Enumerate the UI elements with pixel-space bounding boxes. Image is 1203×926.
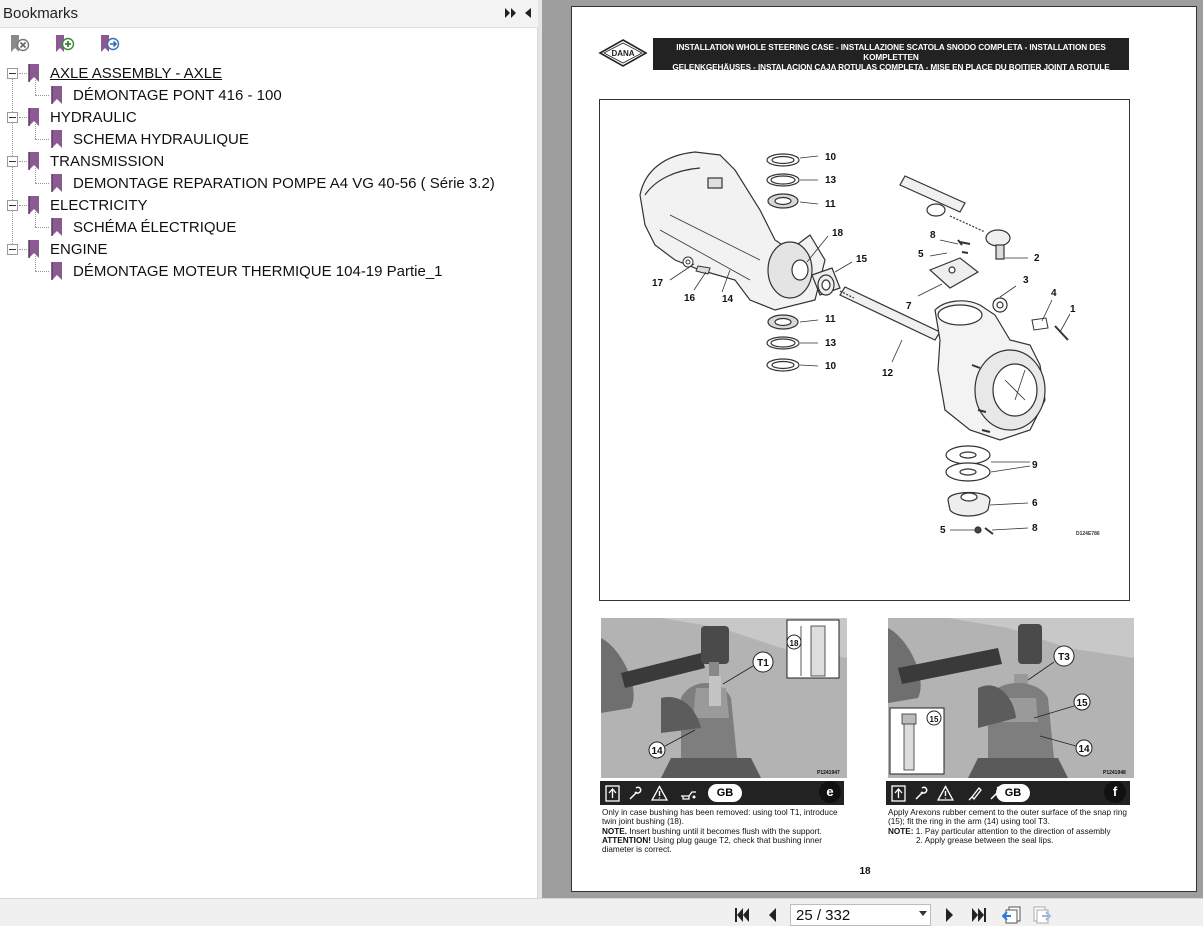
tree-connector bbox=[35, 227, 49, 228]
right-step-note: NOTE: 1. Pay particular attention to the direction of assembly bbox=[888, 826, 1111, 836]
bookmark-label: ENGINE bbox=[50, 241, 108, 258]
left-step-photo bbox=[601, 618, 847, 778]
bookmark-item-1[interactable] bbox=[0, 62, 538, 84]
part-number-label: 10 bbox=[825, 361, 837, 372]
warning-icon bbox=[651, 785, 668, 802]
page-title-banner bbox=[653, 38, 1129, 82]
step-letter-e: e bbox=[819, 781, 841, 803]
bookmark-label: TRANSMISSION bbox=[50, 153, 165, 170]
bookmark-icon bbox=[50, 261, 64, 281]
bookmark-label: HYDRAULIC bbox=[50, 109, 137, 126]
next-page-icon[interactable] bbox=[940, 906, 958, 924]
left-symbol-bar bbox=[600, 781, 844, 805]
last-page-icon[interactable] bbox=[970, 906, 988, 924]
language-pill-gb: GB bbox=[708, 784, 742, 802]
part-number-label: 15 bbox=[856, 254, 868, 265]
right-step-photo bbox=[888, 618, 1134, 778]
left-photo-code: P1241947 bbox=[817, 770, 840, 776]
part-number-label: 13 bbox=[825, 338, 837, 349]
page-number-field[interactable] bbox=[790, 904, 931, 926]
bookmark-label: ELECTRICITY bbox=[50, 197, 148, 214]
part-number-label: 17 bbox=[652, 278, 664, 289]
callout-t1: T1 bbox=[757, 658, 769, 669]
bookmark-item-4[interactable] bbox=[0, 194, 538, 216]
part-number-label: 5 bbox=[918, 249, 924, 260]
previous-page-icon[interactable] bbox=[764, 906, 782, 924]
adhesive-icon bbox=[966, 785, 983, 802]
tree-connector bbox=[19, 73, 27, 74]
bookmark-child-label: SCHEMA HYDRAULIQUE bbox=[73, 131, 249, 148]
bookmark-icon bbox=[50, 129, 64, 149]
bookmark-child-label: DEMONTAGE REPARATION POMPE A4 VG 40-56 ( Série 3.2) bbox=[73, 175, 495, 192]
navigation-bar bbox=[0, 898, 1203, 926]
part-number-label: 16 bbox=[684, 293, 696, 304]
tree-connector bbox=[35, 256, 36, 271]
tree-connector bbox=[19, 117, 27, 118]
step-letter-f: f bbox=[1104, 781, 1126, 803]
bookmark-child-item[interactable] bbox=[0, 84, 538, 106]
tree-connector bbox=[19, 161, 27, 162]
previous-view-icon[interactable] bbox=[1002, 906, 1022, 924]
manual-icon-right bbox=[890, 785, 907, 802]
left-step-note: NOTE. Insert bushing until it becomes flush with the support. bbox=[602, 826, 822, 836]
delete-bookmark-icon[interactable] bbox=[8, 33, 30, 55]
bookmark-icon bbox=[27, 239, 41, 259]
upper-seal-stack-drawing bbox=[767, 154, 799, 208]
collapse-toggle-icon[interactable] bbox=[7, 68, 18, 79]
right-step-text: Apply Arexons rubber cement to the outer surface of the snap ring (15); fit the ring in the arm (14) using tool T3. bbox=[888, 808, 1127, 827]
bookmark-icon bbox=[50, 217, 64, 237]
part-number-label: 8 bbox=[930, 230, 936, 241]
left-step-instructions bbox=[602, 808, 842, 854]
warning-icon-right bbox=[937, 785, 954, 802]
tree-connector bbox=[35, 271, 49, 272]
grease-icon bbox=[680, 785, 697, 802]
part-number-label: 6 bbox=[1032, 498, 1038, 509]
tree-connector bbox=[35, 212, 36, 227]
page-number: 18 bbox=[859, 866, 871, 877]
next-view-icon[interactable] bbox=[1032, 906, 1052, 924]
exploded-diagram-frame bbox=[599, 99, 1130, 601]
callout-15: 15 bbox=[1076, 698, 1088, 709]
bookmark-item-2[interactable] bbox=[0, 106, 538, 128]
right-step-note-2: 2. Apply grease between the seal lips. bbox=[916, 835, 1054, 845]
collapse-toggle-icon[interactable] bbox=[7, 200, 18, 211]
first-page-icon[interactable] bbox=[733, 906, 751, 924]
part-number-label: 1 bbox=[1070, 304, 1076, 315]
collapse-toggle-icon[interactable] bbox=[7, 156, 18, 167]
language-pill-gb-right: GB bbox=[996, 784, 1030, 802]
bookmark-properties-icon[interactable] bbox=[98, 33, 120, 55]
bookmark-icon bbox=[27, 151, 41, 171]
bookmark-child-label: DÉMONTAGE MOTEUR THERMIQUE 104-19 Partie_1 bbox=[73, 263, 443, 280]
part-number-label: 11 bbox=[825, 199, 836, 210]
collapse-toggle-icon[interactable] bbox=[7, 112, 18, 123]
axle-housing-drawing bbox=[640, 152, 825, 310]
bookmark-child-item[interactable] bbox=[0, 216, 538, 238]
part-number-label: 7 bbox=[906, 301, 912, 312]
tree-connector bbox=[35, 80, 36, 95]
part-number-label: 3 bbox=[1023, 275, 1029, 286]
part-number-label: 18 bbox=[832, 228, 844, 239]
title-line-2: GELENKGEHÄUSES - INSTALACION CAJA ROTULAS COMPLETA - MISE EN PLACE DU BOITIER JOINT A ROTULE COMPLET bbox=[672, 63, 1110, 82]
bookmark-child-label: DÉMONTAGE PONT 416 - 100 bbox=[73, 87, 282, 104]
collapse-toggle-icon[interactable] bbox=[7, 244, 18, 255]
expand-panel-icon[interactable] bbox=[504, 6, 518, 20]
tree-connector bbox=[35, 139, 49, 140]
drive-shaft-drawing bbox=[840, 287, 940, 340]
tree-connector bbox=[35, 183, 49, 184]
exploded-steering-case-diagram bbox=[600, 100, 1131, 602]
part-number-label: 8 bbox=[1032, 523, 1038, 534]
bookmark-icon bbox=[27, 195, 41, 215]
part-number-label: 14 bbox=[722, 294, 734, 305]
part-number-label: 2 bbox=[1034, 253, 1040, 264]
lower-seal-stack-drawing bbox=[767, 315, 799, 371]
title-line-1: INSTALLATION WHOLE STEERING CASE - INSTALLAZIONE SCATOLA SNODO COMPLETA - INSTALLATION DES KOMPLETTEN bbox=[676, 43, 1106, 62]
steering-case-drawing bbox=[935, 298, 1045, 440]
tree-connector bbox=[19, 249, 27, 250]
bookmark-child-item[interactable] bbox=[0, 172, 538, 194]
right-symbol-bar bbox=[886, 781, 1130, 805]
add-bookmark-icon[interactable] bbox=[53, 33, 75, 55]
tool-icon-right bbox=[913, 785, 930, 802]
page-number-display: 25 / 332 bbox=[796, 907, 851, 924]
dana-logo bbox=[598, 38, 648, 68]
lower-cap-drawing bbox=[946, 446, 993, 534]
right-photo-callouts bbox=[888, 618, 1134, 778]
collapse-panel-icon[interactable] bbox=[522, 6, 534, 20]
bookmarks-panel bbox=[0, 0, 538, 898]
dana-logo-text: DANA bbox=[611, 49, 635, 58]
bookmarks-title: Bookmarks bbox=[3, 5, 79, 22]
left-step-attention: ATTENTION! Using plug gauge T2, check that bushing inner diameter is correct. bbox=[602, 835, 822, 855]
bookmark-icon bbox=[50, 85, 64, 105]
tree-connector bbox=[19, 205, 27, 206]
bookmark-icon bbox=[27, 107, 41, 127]
right-photo-code: P1241948 bbox=[1103, 770, 1126, 776]
bookmark-item-3[interactable] bbox=[0, 150, 538, 172]
bookmark-child-item[interactable] bbox=[0, 260, 538, 282]
callout-14: 14 bbox=[651, 746, 663, 757]
part-number-label: 10 bbox=[825, 152, 837, 163]
bookmark-icon bbox=[50, 173, 64, 193]
part-number-label: 9 bbox=[1032, 460, 1038, 471]
tree-connector bbox=[35, 124, 36, 139]
part-number-label: 5 bbox=[940, 525, 946, 536]
chevron-down-icon[interactable] bbox=[919, 911, 927, 916]
part-number-label: 13 bbox=[825, 175, 837, 186]
callout-18: 18 bbox=[789, 639, 799, 648]
part-number-label: 11 bbox=[825, 314, 836, 325]
tie-rod-drawing bbox=[900, 176, 1010, 259]
diagram-reference-code: D124E786 bbox=[1076, 531, 1100, 537]
tree-connector bbox=[35, 168, 36, 183]
bookmark-item-5[interactable] bbox=[0, 238, 538, 260]
callout-t3: T3 bbox=[1058, 652, 1070, 663]
callout-14-right: 14 bbox=[1078, 744, 1090, 755]
bookmark-child-item[interactable] bbox=[0, 128, 538, 150]
bookmark-label: AXLE ASSEMBLY - AXLE bbox=[50, 65, 223, 82]
left-photo-callouts bbox=[601, 618, 847, 778]
tool-icon bbox=[627, 785, 644, 802]
callout-15-inset: 15 bbox=[929, 715, 939, 724]
bookmark-icon bbox=[27, 63, 41, 83]
manual-icon bbox=[604, 785, 621, 802]
tree-connector bbox=[35, 95, 49, 96]
part-number-label: 4 bbox=[1051, 288, 1057, 299]
bookmarks-header bbox=[0, 0, 538, 28]
upper-cap-drawing bbox=[930, 240, 978, 288]
right-step-instructions bbox=[888, 808, 1128, 845]
part-number-label: 12 bbox=[882, 368, 894, 379]
left-step-text: Only in case bushing has been removed: using tool T1, introduce twin joint bushing (18). bbox=[602, 808, 838, 827]
bookmark-child-label: SCHÉMA ÉLECTRIQUE bbox=[73, 219, 237, 236]
